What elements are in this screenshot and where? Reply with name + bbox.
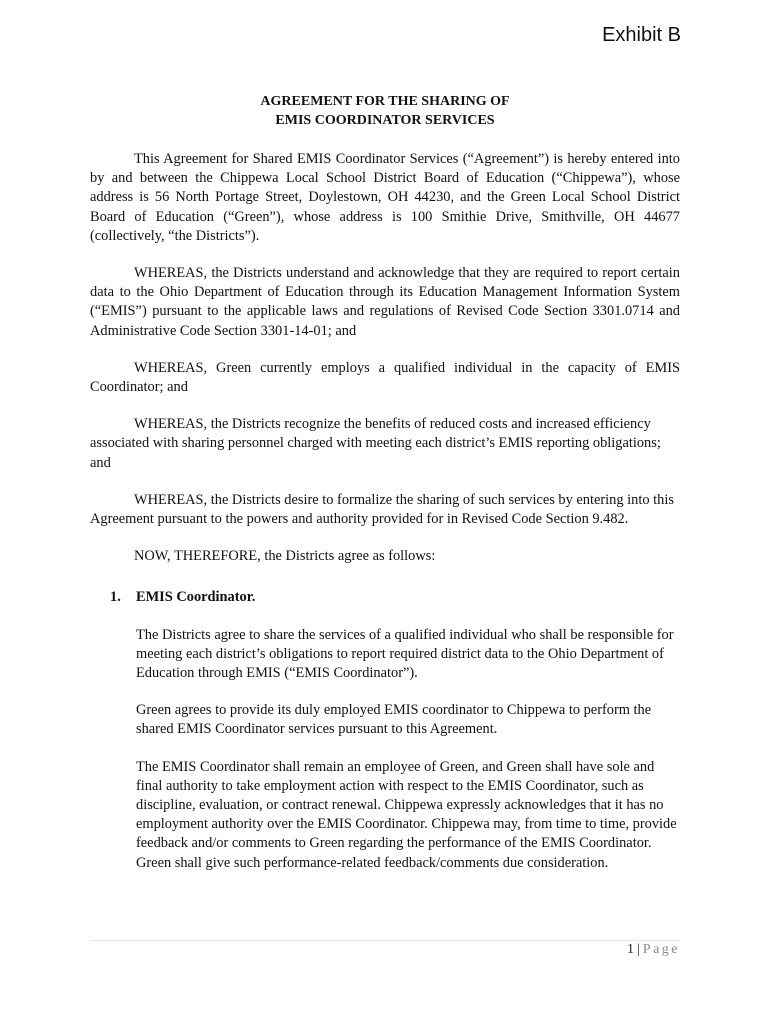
exhibit-label: Exhibit B <box>602 24 681 46</box>
section-1-paragraph-2: Green agrees to provide its duly employed EMIS coordinator to Chippewa to perform the shared EMIS Coordinator services pursuant to this Agreement. <box>136 702 652 738</box>
footer-divider <box>90 940 680 941</box>
whereas-paragraph-1: WHEREAS, the Districts understand and acknowledge that they are required to report certain data to the Ohio Department of Education through its Education Management Information System (“EMIS”) pursuant to the applicable laws and regulations of Revised Code Section 3301.0714 and Administrative Code Section 3301-14-01; and <box>90 265 680 339</box>
page-separator: | <box>636 942 640 957</box>
section-1-title: EMIS Coordinator. <box>136 589 256 606</box>
whereas-paragraph-4: WHEREAS, the Districts desire to formalize the sharing of such services by entering into this Agreement pursuant to the powers and authority provided for in Revised Code Section 9.482. <box>90 491 674 528</box>
section-1-heading <box>110 588 680 607</box>
page-footer <box>627 942 680 958</box>
document-body <box>90 92 680 891</box>
section-1-paragraph-1: The Districts agree to share the services of a qualified individual who shall be responsible for meeting each district’s obligations to report required district data to the Ohio Department of Education through EMIS (“EMIS Coordinator”). <box>136 626 674 682</box>
section-1-number: 1. <box>110 589 121 606</box>
title-line-2: EMIS COORDINATOR SERVICES <box>275 113 495 128</box>
title-line-1: AGREEMENT FOR THE SHARING OF <box>260 94 510 109</box>
page-label: Page <box>642 942 680 957</box>
whereas-paragraph-2: WHEREAS, Green currently employs a qualified individual in the capacity of EMIS Coordinator; and <box>90 359 680 396</box>
now-therefore-paragraph: NOW, THEREFORE, the Districts agree as follows: <box>134 548 436 565</box>
document-title <box>90 92 680 130</box>
intro-paragraph: This Agreement for Shared EMIS Coordinator Services (“Agreement”) is hereby entered into by and between the Chippewa Local School District Board of Education (“Chippewa”), whose address is 56 North Portage Street, Doylestown, OH 44230, and the Green Local School District Board of Education (“Green”), whose address is 100 Smithie Drive, Smithville, OH 44677 (collectively, “the Districts”). <box>90 151 680 244</box>
whereas-paragraph-3: WHEREAS, the Districts recognize the benefits of reduced costs and increased efficiency associated with sharing personnel charged with meeting each district’s EMIS reporting obligations; and <box>90 416 661 471</box>
page-number: 1 <box>626 942 634 957</box>
section-1-paragraph-3: The EMIS Coordinator shall remain an employee of Green, and Green shall have sole and final authority to take employment action with respect to the EMIS Coordinator, such as discipline, evaluation, or contract renewal. Chippewa expressly acknowledges that it has no employment authority over the EMIS Coordinator. Chippewa may, from time to time, provide feedback and/or comments to Green regarding the performance of the EMIS Coordinator. Green shall give such performance-related feedback/comments due consideration. <box>136 758 677 871</box>
